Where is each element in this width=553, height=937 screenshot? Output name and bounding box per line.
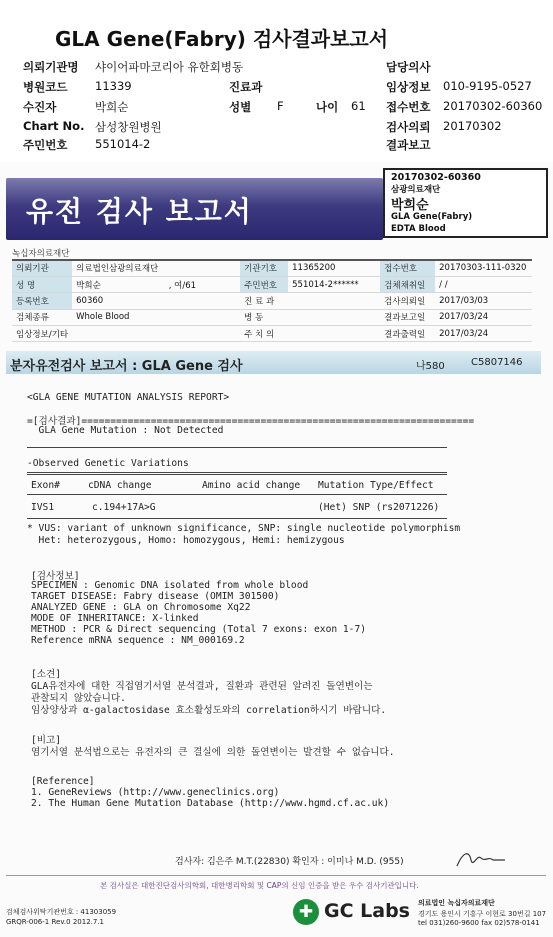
ref-seq-line: Reference mRNA sequence : NM_000169.2 bbox=[31, 635, 245, 646]
patient-label: 수진자 bbox=[23, 100, 57, 114]
method-line: METHOD : PCR & Direct sequencing (Total 7 exons: exon 1-7) bbox=[31, 624, 367, 635]
signature-scribble bbox=[455, 848, 507, 870]
report-banner bbox=[6, 178, 383, 240]
row-mutation-type: (Het) SNP (rs2071226) bbox=[318, 502, 440, 513]
receipt-value: 20170302-60360 bbox=[443, 99, 543, 113]
mode-line: MODE OF INHERITANCE: X-linked bbox=[31, 613, 199, 624]
cell-label: 접수번호 bbox=[380, 260, 435, 276]
cell-value: 11365200 bbox=[288, 260, 380, 276]
divider bbox=[27, 474, 447, 475]
patient-value: 박희순 bbox=[95, 100, 129, 114]
cell-value bbox=[288, 326, 380, 342]
age-value: 61 bbox=[351, 99, 366, 113]
col-aa: Amino acid change bbox=[202, 480, 301, 491]
cell-value: 의료법인삼광의료재단 bbox=[72, 260, 240, 276]
cell-label: 진 료 과 bbox=[240, 293, 288, 309]
report-header bbox=[0, 0, 553, 162]
opinion-line-2: 관찰되지 않았습니다. bbox=[31, 693, 126, 704]
receipt-label: 접수번호 bbox=[386, 100, 431, 114]
divider bbox=[27, 447, 447, 448]
cell-label: 결과출력일 bbox=[380, 326, 435, 342]
cell-label: 병 동 bbox=[240, 309, 288, 325]
cell-value: 60360 bbox=[72, 293, 240, 309]
cell-label: 임상정보/기타 bbox=[12, 326, 72, 342]
cell-value: 2017/03/24 bbox=[435, 309, 532, 325]
reference-2: 2. The Human Gene Mutation Database (http://www.hgmd.cf.ac.uk) bbox=[31, 798, 390, 809]
cell-label: 주 치 의 bbox=[240, 326, 288, 342]
gc-logo-icon: ✚ bbox=[293, 899, 319, 925]
chart-label: Chart No. bbox=[23, 119, 85, 133]
footer-divider bbox=[6, 875, 546, 876]
patient-info-table bbox=[12, 259, 532, 342]
chart-value: 삼성창원병원 bbox=[95, 120, 162, 134]
info-head: [검사정보] bbox=[31, 571, 80, 582]
org-address-1: 의료법인 녹십자의료재단 bbox=[418, 899, 495, 907]
cell-label: 결과보고일 bbox=[380, 309, 435, 325]
vus-note-2: Het: heterozygous, Homo: homozygous, Hemi: hemizygous bbox=[27, 535, 345, 546]
cell-value bbox=[288, 309, 380, 325]
cell-value: 20170303-111-0320 bbox=[435, 260, 532, 276]
note-line-1: 염기서열 분석법으로는 유전자의 큰 결실에 의한 돌연변이는 발견할 수 없습니다. bbox=[31, 747, 395, 758]
section-code-1: 나580 bbox=[416, 361, 445, 372]
reference-1: 1. GeneReviews (http://www.geneclinics.org) bbox=[31, 787, 280, 798]
org-name-small: 녹십자의료재단 bbox=[12, 249, 70, 259]
table-row bbox=[12, 309, 532, 325]
cell-label: 검사의뢰일 bbox=[380, 293, 435, 309]
name-value: 박희순 bbox=[76, 280, 101, 291]
sticker-receipt: 20170302-60360 bbox=[391, 172, 481, 183]
cell-label: 등록번호 bbox=[12, 293, 72, 309]
obs-head: -Observed Genetic Variations bbox=[27, 458, 189, 469]
logo-text: GC Labs bbox=[324, 900, 410, 922]
section-title: 분자유전검사 보고서 : GLA Gene 검사 bbox=[10, 359, 243, 374]
resident-label: 주민번호 bbox=[23, 138, 68, 152]
resident-value: 551014-2 bbox=[95, 137, 151, 151]
cell-label: 기관기호 bbox=[240, 260, 288, 276]
specimen-line: SPECIMEN : Genomic DNA isolated from whole blood bbox=[31, 580, 309, 591]
age-label: 나이 bbox=[316, 100, 339, 114]
sticker-patient: 박희순 bbox=[391, 198, 429, 213]
report-heading: <GLA GENE MUTATION ANALYSIS REPORT> bbox=[27, 392, 230, 403]
opinion-line-3: 임상양상과 α-galactosidase 효소활성도와의 correlation하시기 바랍니다. bbox=[31, 705, 387, 716]
sticker-specimen: EDTA Blood bbox=[391, 224, 446, 234]
doctor-label: 담당의사 bbox=[386, 60, 431, 74]
cell-label: 성 명 bbox=[12, 276, 72, 292]
req-org-label: 의뢰기관명 bbox=[23, 60, 79, 74]
org-address-2: 경기도 용인시 기흥구 이현로 30번길 107 bbox=[418, 910, 547, 918]
cell-value: / / bbox=[435, 276, 532, 292]
sex-value: F bbox=[277, 99, 284, 113]
cell-label: 검체종류 bbox=[12, 309, 72, 325]
sticker-org: 삼광의료재단 bbox=[391, 185, 441, 195]
vus-note-1: * VUS: variant of unknown significance, SNP: single nucleotide polymorphism bbox=[27, 523, 461, 534]
cell-value bbox=[72, 326, 240, 342]
col-exon: Exon# bbox=[31, 480, 60, 491]
note-head: [비고] bbox=[31, 735, 62, 746]
cell-value: Whole Blood bbox=[72, 309, 240, 325]
test-req-value: 20170302 bbox=[443, 119, 502, 133]
cell-value: 2017/03/24 bbox=[435, 326, 532, 342]
req-org-value: 샤이어파마코리아 유한회병동 bbox=[95, 60, 244, 74]
certification-note: 본 검사실은 대한진단검사의학회, 대한병리학회 및 CAP의 신임 인증을 받은 우수 검사기관입니다. bbox=[100, 881, 419, 890]
table-row bbox=[12, 293, 532, 309]
table-row bbox=[12, 260, 532, 276]
section-title-bar bbox=[6, 351, 541, 374]
cell-label: 검체채취일 bbox=[380, 276, 435, 292]
form-code: GRQR-006-1 Rev.0 2012.7.1 bbox=[6, 918, 104, 926]
org-address-3: tel 031)260-9600 fax 02)578-0141 bbox=[418, 919, 540, 927]
row-exon: IVS1 bbox=[31, 502, 55, 513]
col-mutation-type: Mutation Type/Effect bbox=[318, 480, 434, 491]
cell-value: 2017/03/03 bbox=[435, 293, 532, 309]
opinion-line-1: GLA유전자에 대한 직접염기서열 분석결과, 질환과 관련된 알려진 돌연변이는 bbox=[31, 681, 373, 692]
dept-label: 진료과 bbox=[229, 80, 263, 94]
banner-title: 유전 검사 보고서 bbox=[26, 195, 253, 228]
clin-info-value: 010-9195-0527 bbox=[443, 79, 532, 93]
test-req-label: 검사의뢰 bbox=[386, 120, 431, 134]
report-title: GLA Gene(Fabry) 검사결과보고서 bbox=[55, 27, 389, 51]
cell-value: 551014-2****** bbox=[288, 276, 380, 292]
section-code-2: C5807146 bbox=[471, 357, 523, 368]
hosp-code-label: 병원코드 bbox=[23, 80, 68, 94]
sticker-test: GLA Gene(Fabry) bbox=[391, 212, 473, 222]
col-cdna: cDNA change bbox=[88, 480, 152, 491]
result-line: GLA Gene Mutation : Not Detected bbox=[27, 425, 224, 436]
target-line: TARGET DISEASE: Fabry disease (OMIM 301500) bbox=[31, 591, 280, 602]
reg-number: 검체검사위탁기관번호 : 41303059 bbox=[6, 908, 117, 916]
gc-labs-logo bbox=[293, 899, 410, 925]
result-head: =[검사결과]==================================================================== bbox=[27, 416, 475, 427]
result-report-label: 결과보고 bbox=[386, 138, 431, 152]
table-row bbox=[12, 326, 532, 342]
divider bbox=[27, 472, 447, 473]
cell-value bbox=[72, 276, 240, 292]
cell-value bbox=[288, 293, 380, 309]
cell-label: 의뢰기관 bbox=[12, 260, 72, 276]
divider bbox=[27, 518, 447, 519]
opinion-head: [소견] bbox=[31, 669, 62, 680]
cell-label: 주민번호 bbox=[240, 276, 288, 292]
gene-line: ANALYZED GENE : GLA on Chromosome Xq22 bbox=[31, 602, 251, 613]
hosp-code-value: 11339 bbox=[95, 79, 132, 93]
sample-label-sticker bbox=[383, 168, 548, 238]
row-cdna: c.194+17A>G bbox=[92, 502, 156, 513]
table-row bbox=[12, 276, 532, 292]
divider bbox=[27, 494, 447, 495]
clin-info-label: 임상정보 bbox=[386, 80, 431, 94]
signature-line: 검사자: 김은주 M.T.(22830) 확인자 : 이미나 M.D. (955) bbox=[175, 857, 404, 867]
sex-age-value: , 여/61 bbox=[168, 280, 197, 291]
reference-head: [Reference] bbox=[31, 776, 95, 787]
sex-label: 성별 bbox=[229, 100, 252, 114]
